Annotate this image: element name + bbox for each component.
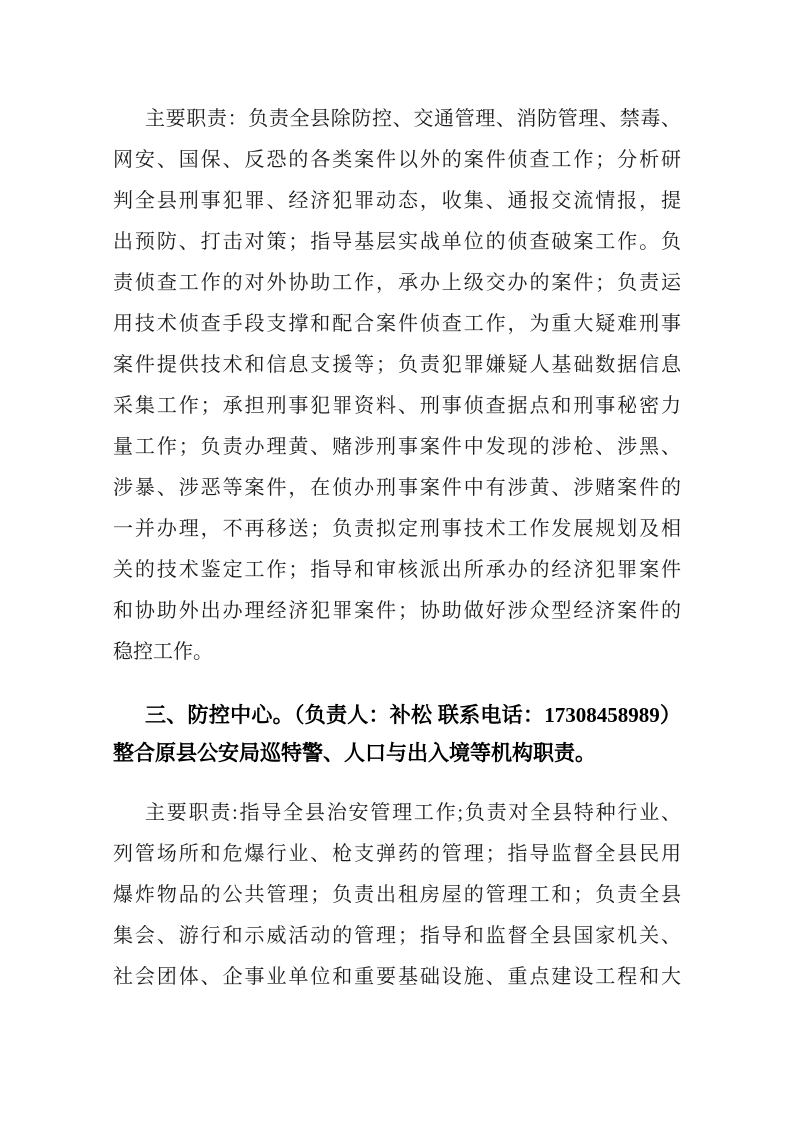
text-line: 责侦查工作的对外协助工作，承办上级交办的案件；负责运 (113, 272, 681, 294)
text-line: 集会、游行和示威活动的管理；指导和监督全县国家机关、 (113, 925, 681, 947)
paragraph-main-duties-public-security (113, 793, 681, 998)
text-line: 一并办理，不再移送；负责拟定刑事技术工作发展规划及相 (113, 518, 681, 540)
text-line: 网安、国保、反恐的各类案件以外的案件侦查工作；分析研 (113, 149, 681, 171)
text-line: 采集工作；承担刑事犯罪资料、刑事侦查据点和刑事秘密力 (113, 395, 681, 417)
section-heading-line: 整合原县公安局巡特警、人口与出入境等机构职责。 (113, 741, 596, 765)
text-line: 用技术侦查手段支撑和配合案件侦查工作，为重大疑难刑事 (113, 313, 681, 335)
text-line: 稳控工作。 (113, 641, 213, 663)
text-line: 出预防、打击对策；指导基层实战单位的侦查破案工作。负 (113, 231, 681, 253)
text-line: 主要职责：负责全县除防控、交通管理、消防管理、禁毒、 (145, 108, 681, 130)
section-heading-fangkong-center (113, 696, 681, 772)
text-line: 社会团体、企事业单位和重要基础设施、重点建设工程和大 (113, 966, 681, 988)
text-line: 列管场所和危爆行业、枪支弹药的管理；指导监督全县民用 (113, 843, 681, 865)
paragraph-main-duties-investigation (113, 99, 681, 673)
section-heading-line: 三、防控中心。（负责人：补松 联系电话：17308458989） (145, 703, 681, 727)
text-line: 量工作；负责办理黄、赌涉刑事案件中发现的涉枪、涉黑、 (113, 436, 681, 458)
text-line: 和协助外出办理经济犯罪案件；协助做好涉众型经济案件的 (113, 600, 681, 622)
text-line: 主要职责:指导全县治安管理工作;负责对全县特种行业、 (145, 802, 681, 824)
text-line: 爆炸物品的公共管理；负责出租房屋的管理工和；负责全县 (113, 884, 681, 906)
text-line: 判全县刑事犯罪、经济犯罪动态，收集、通报交流情报，提 (113, 190, 681, 212)
text-line: 涉暴、涉恶等案件，在侦办刑事案件中有涉黄、涉赌案件的 (113, 477, 681, 499)
text-line: 关的技术鉴定工作；指导和审核派出所承办的经济犯罪案件 (113, 559, 681, 581)
text-line: 案件提供技术和信息支援等；负责犯罪嫌疑人基础数据信息 (113, 354, 681, 376)
